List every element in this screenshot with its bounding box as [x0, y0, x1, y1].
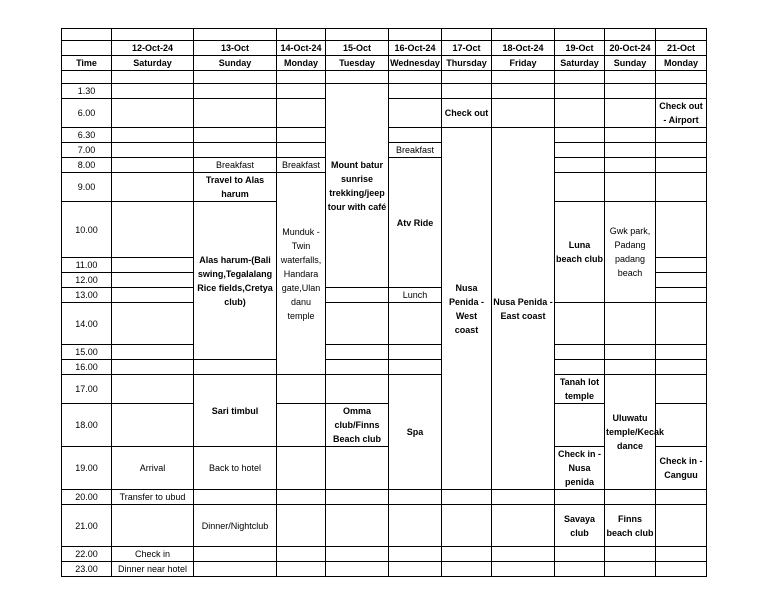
time-cell[interactable]: 23.00 [62, 562, 112, 577]
day-header[interactable]: Saturday [112, 56, 194, 71]
day-header[interactable]: Sunday [605, 56, 656, 71]
cell[interactable] [492, 71, 555, 84]
event-breakfast[interactable]: Breakfast [389, 143, 442, 158]
day-header[interactable]: Thursday [442, 56, 492, 71]
day-header[interactable]: Friday [492, 56, 555, 71]
cell[interactable] [442, 562, 492, 577]
event-breakfast[interactable]: Breakfast [277, 158, 326, 173]
cell[interactable] [492, 29, 555, 41]
time-header[interactable]: Time [62, 56, 112, 71]
event-omma-club[interactable]: Omma club/Finns Beach club [326, 404, 389, 447]
time-cell[interactable]: 7.00 [62, 143, 112, 158]
cell[interactable] [605, 303, 656, 345]
cell[interactable] [442, 71, 492, 84]
cell[interactable] [112, 505, 194, 547]
date-row [62, 41, 707, 56]
cell[interactable] [389, 29, 442, 41]
day-header[interactable]: Saturday [555, 56, 605, 71]
cell[interactable] [555, 173, 605, 202]
event-checkin-nusa-penida[interactable]: Check in - Nusa penida [555, 447, 605, 490]
cell[interactable] [326, 547, 389, 562]
time-cell[interactable]: 17.00 [62, 375, 112, 404]
event-check-in[interactable]: Check in [112, 547, 194, 562]
cell[interactable] [389, 505, 442, 547]
cell[interactable] [442, 490, 492, 505]
date-header[interactable]: 17-Oct [442, 41, 492, 56]
event-finns-beach-club[interactable]: Finns beach club [605, 505, 656, 547]
time-row [62, 345, 707, 360]
cell[interactable] [656, 562, 707, 577]
cell[interactable] [555, 128, 605, 143]
date-header[interactable]: 12-Oct-24 [112, 41, 194, 56]
event-nusa-penida-west[interactable]: Nusa Penida - West coast [442, 128, 492, 490]
cell[interactable] [112, 173, 194, 202]
cell[interactable] [277, 29, 326, 41]
time-cell[interactable]: 11.00 [62, 258, 112, 273]
event-mount-batur[interactable]: Mount batur sunrise trekking/jeep tour with café [326, 84, 389, 288]
event-luna-beach-club[interactable]: Luna beach club [555, 202, 605, 303]
cell[interactable] [194, 29, 277, 41]
date-header[interactable]: 19-Oct [555, 41, 605, 56]
cell[interactable] [277, 143, 326, 158]
cell[interactable] [194, 84, 277, 99]
time-row [62, 375, 707, 404]
cell[interactable] [326, 447, 389, 490]
cell[interactable] [555, 490, 605, 505]
event-alas-harum[interactable]: Alas harum-(Bali swing,Tegalalang Rice fields,Cretya club) [194, 202, 277, 360]
cell[interactable] [326, 375, 389, 404]
cell[interactable] [326, 505, 389, 547]
cell[interactable] [62, 29, 112, 41]
cell[interactable] [277, 375, 326, 404]
cell[interactable] [112, 375, 194, 404]
cell[interactable] [194, 562, 277, 577]
time-cell[interactable]: 13.00 [62, 288, 112, 303]
event-uluwatu[interactable]: Uluwatu temple/Kecak dance [605, 375, 656, 490]
cell[interactable] [389, 128, 442, 143]
time-row [62, 303, 707, 345]
cell[interactable] [656, 360, 707, 375]
cell[interactable] [605, 158, 656, 173]
cell[interactable] [389, 562, 442, 577]
cell[interactable] [277, 547, 326, 562]
cell[interactable] [555, 562, 605, 577]
cell[interactable] [112, 258, 194, 273]
day-header[interactable]: Monday [656, 56, 707, 71]
cell[interactable] [194, 99, 277, 128]
cell[interactable] [62, 41, 112, 56]
cell[interactable] [605, 360, 656, 375]
cell[interactable] [277, 490, 326, 505]
cell[interactable] [605, 173, 656, 202]
cell[interactable] [656, 258, 707, 273]
cell[interactable] [112, 84, 194, 99]
event-dinner-nightclub[interactable]: Dinner/Nightclub [194, 505, 277, 547]
event-checkout-airport[interactable]: Check out - Airport [656, 99, 707, 128]
cell[interactable] [326, 490, 389, 505]
date-header[interactable]: 15-Oct [326, 41, 389, 56]
cell[interactable] [555, 71, 605, 84]
time-cell[interactable]: 22.00 [62, 547, 112, 562]
cell[interactable] [605, 29, 656, 41]
cell[interactable] [389, 303, 442, 345]
blank-row [62, 71, 707, 84]
cell[interactable] [389, 547, 442, 562]
event-back-to-hotel[interactable]: Back to hotel [194, 447, 277, 490]
time-row [62, 360, 707, 375]
time-cell[interactable]: 1.30 [62, 84, 112, 99]
cell[interactable] [656, 71, 707, 84]
cell[interactable] [605, 562, 656, 577]
event-lunch[interactable]: Lunch [389, 288, 442, 303]
cell[interactable] [555, 143, 605, 158]
event-tanah-lot[interactable]: Tanah lot temple [555, 375, 605, 404]
cell[interactable] [555, 99, 605, 128]
cell[interactable] [492, 84, 555, 99]
cell[interactable] [656, 505, 707, 547]
cell[interactable] [112, 288, 194, 303]
cell[interactable] [605, 547, 656, 562]
time-cell[interactable]: 6.00 [62, 99, 112, 128]
cell[interactable] [555, 29, 605, 41]
cell[interactable] [194, 143, 277, 158]
cell[interactable] [112, 404, 194, 447]
cell[interactable] [555, 547, 605, 562]
cell[interactable] [656, 84, 707, 99]
cell[interactable] [555, 158, 605, 173]
cell[interactable] [656, 375, 707, 404]
event-munduk[interactable]: Munduk - Twin waterfalls, Handara gate,Ulan danu temple [277, 173, 326, 375]
cell[interactable] [656, 143, 707, 158]
time-row [62, 490, 707, 505]
time-row [62, 84, 707, 99]
cell[interactable] [442, 84, 492, 99]
cell[interactable] [112, 158, 194, 173]
cell[interactable] [326, 562, 389, 577]
cell[interactable] [656, 288, 707, 303]
date-header[interactable]: 18-Oct-24 [492, 41, 555, 56]
cell[interactable] [656, 273, 707, 288]
time-cell[interactable]: 15.00 [62, 345, 112, 360]
time-cell[interactable]: 6.30 [62, 128, 112, 143]
time-cell[interactable]: 21.00 [62, 505, 112, 547]
cell[interactable] [112, 128, 194, 143]
cell[interactable] [656, 128, 707, 143]
time-cell[interactable]: 12.00 [62, 273, 112, 288]
cell[interactable] [555, 303, 605, 345]
cell[interactable] [277, 562, 326, 577]
date-header[interactable]: 20-Oct-24 [605, 41, 656, 56]
cell[interactable] [442, 547, 492, 562]
cell[interactable] [389, 360, 442, 375]
cell[interactable] [277, 404, 326, 447]
cell[interactable] [656, 490, 707, 505]
cell[interactable] [389, 99, 442, 128]
cell[interactable] [656, 345, 707, 360]
day-header[interactable]: Tuesday [326, 56, 389, 71]
cell[interactable] [555, 84, 605, 99]
event-dinner-near-hotel[interactable]: Dinner near hotel [112, 562, 194, 577]
time-cell[interactable]: 16.00 [62, 360, 112, 375]
cell[interactable] [656, 404, 707, 447]
cell[interactable] [605, 143, 656, 158]
cell[interactable] [389, 345, 442, 360]
cell[interactable] [389, 71, 442, 84]
cell[interactable] [194, 490, 277, 505]
event-savaya-club[interactable]: Savaya club [555, 505, 605, 547]
itinerary-table [61, 28, 707, 577]
cell[interactable] [112, 71, 194, 84]
day-header[interactable]: Sunday [194, 56, 277, 71]
cell[interactable] [656, 303, 707, 345]
day-header[interactable]: Wednesday [389, 56, 442, 71]
cell[interactable] [656, 173, 707, 202]
cell[interactable] [492, 547, 555, 562]
cell[interactable] [112, 360, 194, 375]
cell[interactable] [194, 128, 277, 143]
date-header[interactable]: 13-Oct [194, 41, 277, 56]
event-travel-alas-harum[interactable]: Travel to Alas harum [194, 173, 277, 202]
cell[interactable] [326, 360, 389, 375]
cell[interactable] [389, 84, 442, 99]
cell[interactable] [605, 490, 656, 505]
time-row [62, 562, 707, 577]
cell[interactable] [277, 84, 326, 99]
event-checkin-canggu[interactable]: Check in - Canguu [656, 447, 707, 490]
time-cell[interactable]: 9.00 [62, 173, 112, 202]
cell[interactable] [277, 128, 326, 143]
cell[interactable] [605, 84, 656, 99]
cell[interactable] [112, 303, 194, 345]
cell[interactable] [326, 71, 389, 84]
cell[interactable] [555, 404, 605, 447]
cell[interactable] [62, 71, 112, 84]
cell[interactable] [656, 29, 707, 41]
time-cell[interactable]: 20.00 [62, 490, 112, 505]
day-row [62, 56, 707, 71]
cell[interactable] [656, 547, 707, 562]
date-header[interactable]: 21-Oct [656, 41, 707, 56]
cell[interactable] [605, 345, 656, 360]
event-transfer-ubud[interactable]: Transfer to ubud [112, 490, 194, 505]
cell[interactable] [112, 143, 194, 158]
cell[interactable] [326, 29, 389, 41]
cell[interactable] [326, 303, 389, 345]
cell[interactable] [326, 288, 389, 303]
cell[interactable] [605, 71, 656, 84]
cell[interactable] [656, 158, 707, 173]
cell[interactable] [605, 128, 656, 143]
date-header[interactable]: 14-Oct-24 [277, 41, 326, 56]
cell[interactable] [277, 99, 326, 128]
time-cell[interactable]: 10.00 [62, 202, 112, 258]
cell[interactable] [194, 360, 277, 375]
cell[interactable] [112, 345, 194, 360]
time-cell[interactable]: 14.00 [62, 303, 112, 345]
cell[interactable] [277, 505, 326, 547]
time-cell[interactable]: 19.00 [62, 447, 112, 490]
cell[interactable] [326, 345, 389, 360]
cell[interactable] [277, 71, 326, 84]
cell[interactable] [112, 99, 194, 128]
cell[interactable] [555, 360, 605, 375]
cell[interactable] [194, 547, 277, 562]
cell[interactable] [492, 490, 555, 505]
cell[interactable] [492, 99, 555, 128]
blank-row [62, 29, 707, 41]
event-checkout[interactable]: Check out [442, 99, 492, 128]
event-gwk-park[interactable]: Gwk park, Padang padang beach [605, 202, 656, 303]
cell[interactable] [492, 562, 555, 577]
time-cell[interactable]: 8.00 [62, 158, 112, 173]
event-nusa-penida-east[interactable]: Nusa Penida - East coast [492, 128, 555, 490]
cell[interactable] [492, 505, 555, 547]
cell[interactable] [605, 99, 656, 128]
cell[interactable] [112, 273, 194, 288]
day-header[interactable]: Monday [277, 56, 326, 71]
event-breakfast[interactable]: Breakfast [194, 158, 277, 173]
cell[interactable] [442, 29, 492, 41]
event-atv-ride[interactable]: Atv Ride [389, 158, 442, 288]
cell[interactable] [194, 71, 277, 84]
cell[interactable] [442, 505, 492, 547]
cell[interactable] [656, 202, 707, 258]
time-row [62, 505, 707, 547]
cell[interactable] [112, 202, 194, 258]
event-sari-timbul[interactable]: Sari timbul [194, 375, 277, 447]
event-spa[interactable]: Spa [389, 375, 442, 490]
cell[interactable] [555, 345, 605, 360]
itinerary-sheet [61, 28, 707, 577]
time-cell[interactable]: 18.00 [62, 404, 112, 447]
cell[interactable] [112, 29, 194, 41]
event-arrival[interactable]: Arrival [112, 447, 194, 490]
time-row [62, 547, 707, 562]
date-header[interactable]: 16-Oct-24 [389, 41, 442, 56]
cell[interactable] [389, 490, 442, 505]
cell[interactable] [277, 447, 326, 490]
